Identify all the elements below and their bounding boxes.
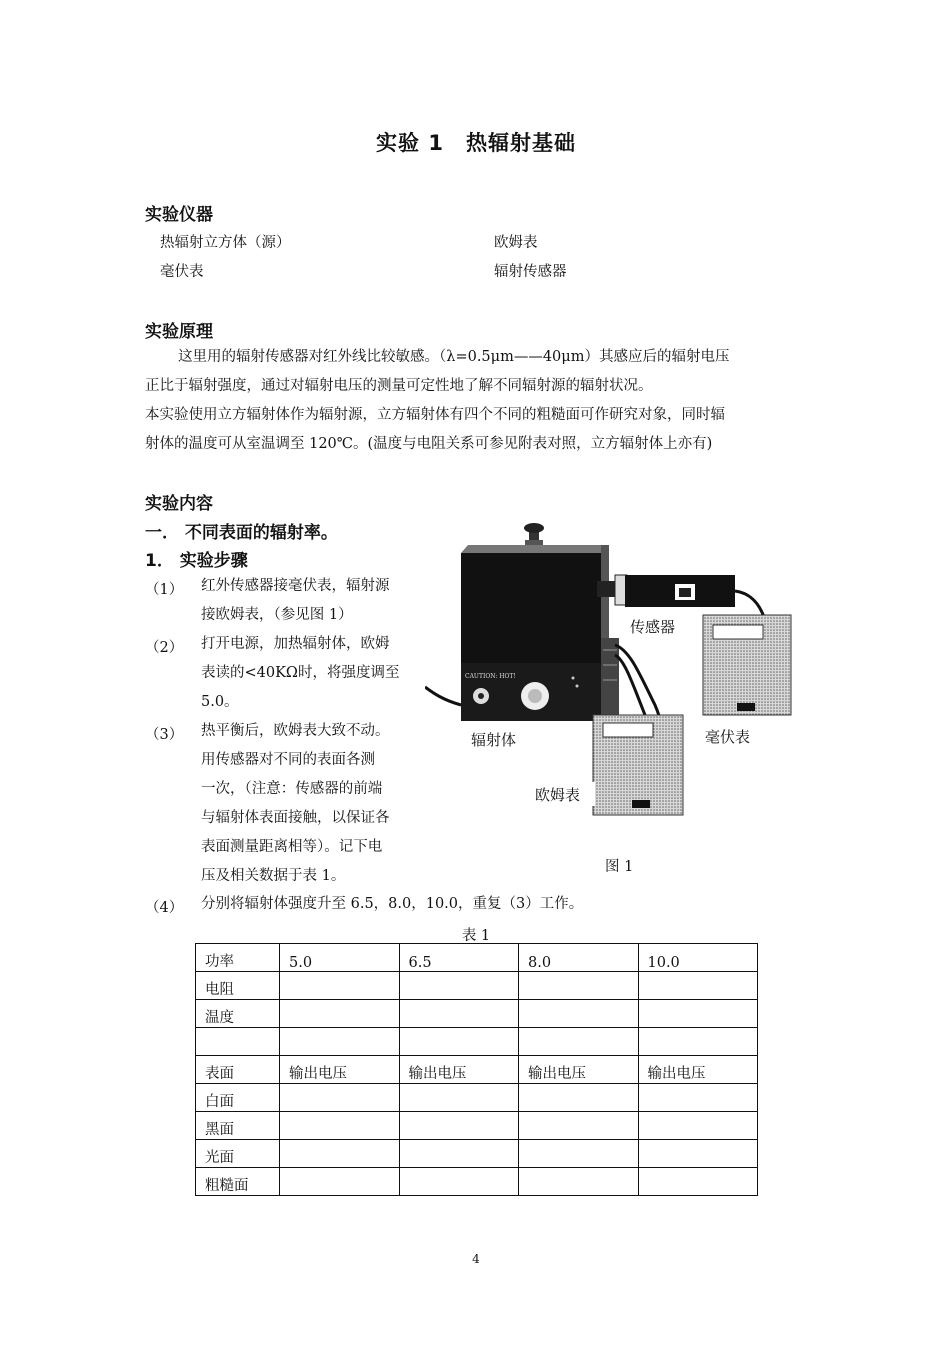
table-cell[interactable]: [519, 1140, 639, 1168]
step-text: [201, 630, 426, 717]
step-line: 用传感器对不同的表面各测: [201, 752, 375, 768]
table-cell: 粗糙面: [196, 1168, 280, 1196]
table-cell[interactable]: [519, 1112, 639, 1140]
step-line: 5.0。: [201, 694, 239, 710]
table-row: [196, 1000, 758, 1028]
sensor-label: 传感器: [630, 618, 676, 636]
table-cell: 5.0: [280, 944, 400, 972]
table-cell: 光面: [196, 1140, 280, 1168]
table-cell: 温度: [196, 1000, 280, 1028]
table-row: [196, 1056, 758, 1084]
table-cell[interactable]: [638, 1112, 758, 1140]
cube-top-face: [461, 545, 608, 553]
table-cell: 6.5: [399, 944, 519, 972]
table-cell[interactable]: [638, 972, 758, 1000]
step-line: 分别将辐射体强度升至 6.5，8.0，10.0，重复（3）工作。: [201, 896, 584, 912]
table-cell[interactable]: [519, 1084, 639, 1112]
step-text: [201, 890, 761, 919]
table-cell[interactable]: [399, 972, 519, 1000]
millivoltmeter-device: [703, 615, 791, 715]
table-cell[interactable]: [280, 1112, 400, 1140]
page-title: 实验 1 热辐射基础: [376, 131, 576, 155]
table-row: [196, 1112, 758, 1140]
radiator-label: 辐射体: [471, 731, 517, 749]
table-cell[interactable]: [519, 1028, 639, 1056]
section-heading-equipment: 实验仪器: [145, 205, 213, 225]
step-text: [201, 572, 426, 630]
subsection-title: 一． 不同表面的辐射率。: [145, 523, 338, 543]
table-cell: 输出电压: [399, 1056, 519, 1084]
step-number: （2）: [145, 640, 184, 656]
table-row: [196, 1168, 758, 1196]
table-cell[interactable]: [399, 1084, 519, 1112]
table-row: [196, 944, 758, 972]
caution-label: CAUTION: HOT!: [465, 673, 516, 680]
table-caption: 表 1: [461, 928, 491, 944]
table-cell: 电阻: [196, 972, 280, 1000]
subsection-steps-title: 1． 实验步骤: [145, 551, 248, 571]
table-cell[interactable]: [399, 1112, 519, 1140]
paragraph-line: 正比于辐射强度，通过对辐射电压的测量可定性地了解不同辐射源的辐射状况。: [145, 378, 653, 394]
step-line: 表面测量距离相等）。记下电: [201, 839, 383, 855]
table-cell[interactable]: [399, 1140, 519, 1168]
paragraph-line: 这里用的辐射传感器对红外线比较敏感。（λ=0.5μm——40μm）其感应后的辐射电压: [178, 349, 730, 365]
step-number: （3）: [145, 727, 184, 743]
table-row: [196, 972, 758, 1000]
step-line: 与辐射体表面接触，以保证各: [201, 810, 390, 826]
step-line: 表读的<40KΩ时，将强度调至: [201, 665, 400, 681]
table-cell[interactable]: [638, 1140, 758, 1168]
table-cell[interactable]: [638, 1028, 758, 1056]
table-cell[interactable]: [280, 1168, 400, 1196]
apparatus-figure: [425, 515, 795, 820]
step-text: [201, 717, 426, 891]
table-cell: 输出电压: [280, 1056, 400, 1084]
step-number: （4）: [145, 900, 184, 916]
millivoltmeter-label: 毫伏表: [705, 728, 751, 746]
lid-knob-icon: [524, 523, 544, 546]
table-cell[interactable]: [399, 1168, 519, 1196]
equipment-item: 辐射传感器: [494, 264, 567, 280]
principle-paragraph: [145, 343, 815, 459]
table-cell: 8.0: [519, 944, 639, 972]
table-cell[interactable]: [280, 1028, 400, 1056]
ohmmeter-device: [593, 715, 683, 815]
table-row: [196, 1140, 758, 1168]
ohmmeter-label: 欧姆表: [535, 786, 581, 804]
table-cell[interactable]: [638, 1000, 758, 1028]
table-cell: 功率: [196, 944, 280, 972]
paragraph-line: 射体的温度可从室温调至 120℃。(温度与电阻关系可参见附表对照，立方辐射体上亦有): [145, 436, 713, 452]
table-cell[interactable]: [638, 1084, 758, 1112]
table-row: [196, 1084, 758, 1112]
step-line: 压及相关数据于表 1。: [201, 868, 346, 884]
step-number: （1）: [145, 582, 184, 598]
equipment-item: 热辐射立方体（源）: [160, 235, 291, 251]
table-cell: 白面: [196, 1084, 280, 1112]
equipment-item: 欧姆表: [494, 235, 538, 251]
step-line: 热平衡后，欧姆表大致不动。: [201, 723, 390, 739]
table-cell: 表面: [196, 1056, 280, 1084]
table-cell[interactable]: [196, 1028, 280, 1056]
table-cell: 输出电压: [519, 1056, 639, 1084]
table-cell: 输出电压: [638, 1056, 758, 1084]
figure-caption: 图 1: [605, 859, 634, 875]
step-line: 接欧姆表，（参见图 1）: [201, 607, 353, 623]
table-row: [196, 1028, 758, 1056]
radiation-cube: [461, 553, 601, 663]
equipment-item: 毫伏表: [160, 264, 204, 280]
table-cell[interactable]: [280, 1140, 400, 1168]
table-cell[interactable]: [280, 1000, 400, 1028]
section-heading-principle: 实验原理: [145, 322, 213, 342]
paragraph-line: 本实验使用立方辐射体作为辐射源，立方辐射体有四个不同的粗糙面可作研究对象，同时辐: [145, 407, 725, 423]
table-cell[interactable]: [519, 972, 639, 1000]
table-cell[interactable]: [519, 1000, 639, 1028]
table-cell[interactable]: [399, 1028, 519, 1056]
table-cell[interactable]: [280, 1084, 400, 1112]
step-line: 红外传感器接毫伏表，辐射源: [201, 578, 390, 594]
table-cell[interactable]: [280, 972, 400, 1000]
table-cell: 黑面: [196, 1112, 280, 1140]
section-heading-content: 实验内容: [145, 494, 213, 514]
sensor-device: [597, 575, 735, 607]
table-cell: 10.0: [638, 944, 758, 972]
step-line: 一次，（注意：传感器的前端: [201, 781, 383, 797]
data-table: [195, 943, 758, 1196]
table-cell[interactable]: [638, 1168, 758, 1196]
step-line: 打开电源，加热辐射体，欧姆: [201, 636, 390, 652]
table-cell[interactable]: [399, 1000, 519, 1028]
table-cell[interactable]: [519, 1168, 639, 1196]
page-number: 4: [472, 1252, 480, 1266]
